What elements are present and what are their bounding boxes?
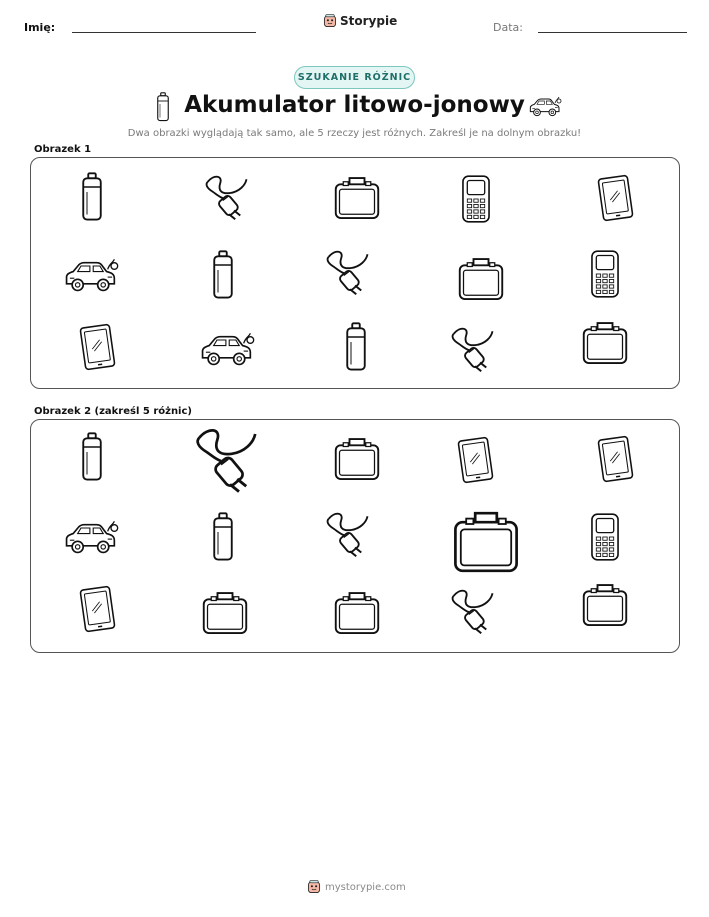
tablet-icon [75, 323, 120, 371]
tablet-icon[interactable] [453, 436, 498, 484]
brand-name: Storypie [340, 14, 398, 28]
lunchbox-icon[interactable] [332, 434, 382, 484]
lunchbox-icon[interactable] [448, 506, 524, 578]
charger-plug-icon[interactable] [325, 510, 375, 560]
lunchbox-icon [456, 254, 506, 304]
lunchbox-icon [580, 318, 630, 368]
cellphone-icon [459, 174, 493, 224]
brand-logo [323, 14, 397, 28]
cellphone-icon[interactable] [588, 512, 622, 562]
charger-plug-icon [450, 325, 500, 375]
electric-car-icon [528, 95, 562, 119]
battery-icon [79, 172, 105, 222]
electric-car-icon [199, 330, 255, 370]
instructions: Dwa obrazki wyglądają tak samo, ale 5 rzeczy jest różnych. Zakreśl je na dolnym obrazku! [127, 128, 582, 139]
mascot-icon [323, 14, 337, 28]
battery-icon[interactable] [79, 432, 105, 482]
tablet-icon[interactable] [593, 435, 638, 483]
battery-icon [343, 322, 369, 372]
date-input-line[interactable] [538, 32, 687, 33]
mascot-icon [307, 880, 321, 894]
activity-badge: SZUKANIE RÓŻNIC [294, 66, 415, 89]
battery-icon[interactable] [210, 512, 236, 562]
battery-icon [210, 250, 236, 300]
electric-car-icon [63, 256, 119, 296]
tablet-icon[interactable] [75, 585, 120, 633]
charger-plug-icon[interactable] [450, 587, 500, 637]
lunchbox-icon[interactable] [580, 580, 630, 630]
page-title: Akumulator litowo-jonowy [184, 92, 525, 118]
footer-url: mystorypie.com [325, 881, 406, 893]
charger-plug-icon [204, 173, 254, 223]
picture-1-label: Obrazek 1 [34, 144, 92, 155]
charger-plug-icon [325, 248, 375, 298]
lunchbox-icon [332, 173, 382, 223]
name-input-line[interactable] [72, 32, 256, 33]
cellphone-icon [588, 249, 622, 299]
name-label: Imię: [24, 21, 56, 34]
picture-2-label: Obrazek 2 (zakreśl 5 różnic) [34, 406, 192, 417]
electric-car-icon[interactable] [63, 518, 119, 558]
date-label: Data: [493, 21, 523, 34]
lunchbox-icon[interactable] [200, 588, 250, 638]
lunchbox-icon[interactable] [332, 588, 382, 638]
footer [307, 880, 406, 894]
charger-plug-icon[interactable] [194, 425, 266, 497]
tablet-icon [593, 174, 638, 222]
